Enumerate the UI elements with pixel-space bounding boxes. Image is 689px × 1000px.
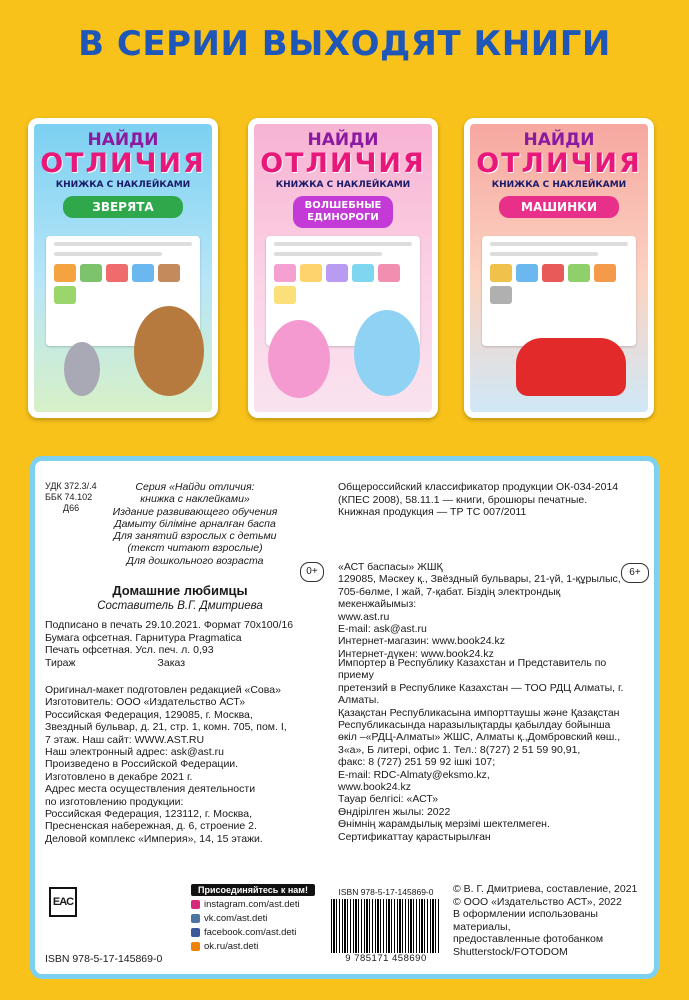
book-subtitle: МАШИНКИ [499, 196, 619, 218]
facebook-icon [191, 928, 200, 937]
ok-icon [191, 942, 200, 951]
manufacturer-info: Оригинал-макет подготовлен редакцией «Сова» Изготовитель: ООО «Издательство АСТ» Российская Федерация, 129085, г. Москва, Звездный бульвар, д. 21, стр. 1, комн. 705, пом. I, 7 этаж. Наш сайт: WWW.AST.RU Наш электронный адрес: ask@ast.ru Произведено в Российской Федерации. Изготовлено в декабре 2021 г. Адрес места осуществления деятельности по изготовлению продукции: Российская Федерация, 123112, г. Москва, Пресненская набережная, д. 6, строение 2. Деловой комплекс «Империя», 14, 15 этажи. [45, 684, 287, 845]
blue-unicorn-illustration [354, 310, 420, 396]
kz-publisher-info: «АСТ баспасы» ЖШҚ 129085, Мәскеу қ., Звёздный бульвары, 21-үй, 1-құрылыс, 705-бөлме, I жай, 7-қабат. Біздің электрондық мекенжайымыз: www.ast.ru E-mail: ask@ast.ru Интернет-магазин: www.book24.kz Интернет-дүкен: www.book24.kz [338, 561, 621, 660]
tirazh-label: Тираж [45, 656, 76, 669]
vk-icon [191, 914, 200, 923]
red-car-illustration [516, 338, 626, 396]
book-title-line3: КНИЖКА С НАКЛЕЙКАМИ [491, 180, 627, 190]
book-cover-animals[interactable] [28, 118, 218, 418]
copyright-info: © В. Г. Дмитриева, составление, 2021 © ООО «Издательство АСТ», 2022 В оформлении использованы материалы, предоставленные фотобанком Shutterstock/FOTODOM [453, 883, 638, 958]
barcode-isbn: ISBN 978-5-17-145869-0 [338, 887, 434, 897]
barcode [331, 887, 441, 967]
facebook-link[interactable]: facebook.com/ast.deti [191, 927, 315, 938]
instagram-link[interactable]: instagram.com/ast.deti [191, 899, 315, 910]
book-cover-cars[interactable] [464, 118, 654, 418]
pink-unicorn-illustration [268, 320, 330, 398]
book-title: Домашние любимцы [112, 583, 248, 598]
book-title-line1: НАЙДИ [523, 130, 595, 150]
barcode-number: 9 785171 458690 [345, 953, 427, 964]
book-subtitle: ЗВЕРЯТА [63, 196, 183, 218]
zakaz-label: Заказ [157, 656, 186, 669]
series-info: Серия «Найди отличия: книжка с наклейками» Издание развивающего обучения Дамыту біліміне арналған баспа Для занятий взрослых с детьми (текст читают взрослые) Для дошкольного возраста [112, 481, 278, 567]
vk-link[interactable]: vk.com/ast.deti [191, 913, 315, 924]
barcode-bars [331, 899, 441, 953]
social-links [191, 884, 315, 962]
imprint-panel [30, 456, 659, 979]
classifier-info: Общероссийский классификатор продукции ОК-034-2014 (КПЕС 2008), 58.11.1 — книги, брошюры печатные. Книжная продукция — ТР ТС 007/2011 [338, 481, 619, 518]
book-title-line2: ОТЛИЧИЯ [40, 148, 206, 179]
importer-info: Импортер в Республику Казахстан и Представитель по приему претензий в Республике Казахстан — ТОО РДЦ Алматы, г. Алматы. Қазақстан Республикасына импорттаушы және Қазақстан Республикасында наразылықтарды қабылдау бойынша өкіл –«РДЦ-Алматы» ЖШС, Алматы қ.,Домбровский көш., 3«а», Б литері, офис 1. Тел.: 8(727) 2 51 59 90,91, факс: 8 (727) 251 59 92 ішкі 107; E-mail: RDC-Almaty@eksmo.kz, www.book24.kz Тауар белгісі: «АСТ» Өндірілген жылы: 2022 Өнімнің жарамдылық мерзімі шектелмеген. Сертификаттау қарастырылған [338, 657, 624, 843]
instagram-icon [191, 900, 200, 909]
series-title: В СЕРИИ ВЫХОДЯТ КНИГИ [78, 24, 611, 64]
udk-block: УДК 372.3/.4 ББК 74.102 Д66 [45, 481, 97, 513]
book-title-line3: КНИЖКА С НАКЛЕЙКАМИ [275, 180, 411, 190]
book-title-line1: НАЙДИ [307, 130, 379, 150]
book-title-line2: ОТЛИЧИЯ [260, 148, 426, 179]
print-info: Подписано в печать 29.10.2021. Формат 70х100/16 Бумага офсетная. Гарнитура Pragmatica Печать офсетная. Усл. печ. л. 0,93 Тираж Заказ [45, 619, 294, 669]
book-page-illustration [482, 236, 636, 346]
book-title-line1: НАЙДИ [87, 130, 159, 150]
social-header: Присоединяйтесь к нам! [191, 884, 315, 896]
age-rating-badge: 0+ [300, 562, 324, 582]
age-rating-badge-6: 6+ [621, 563, 649, 583]
ok-link[interactable]: ok.ru/ast.deti [191, 941, 315, 952]
bunny-illustration [64, 342, 100, 396]
book-title-line3: КНИЖКА С НАКЛЕЙКАМИ [55, 180, 191, 190]
eac-mark: EAC [49, 887, 77, 917]
isbn-left: ISBN 978-5-17-145869-0 [45, 953, 163, 965]
bear-illustration [134, 306, 204, 396]
book-title-line2: ОТЛИЧИЯ [476, 148, 642, 179]
book-cover-unicorns[interactable] [248, 118, 438, 418]
compiler: Составитель В.Г. Дмитриева [97, 600, 263, 612]
book-subtitle: ВОЛШЕБНЫЕ ЕДИНОРОГИ [293, 196, 393, 228]
